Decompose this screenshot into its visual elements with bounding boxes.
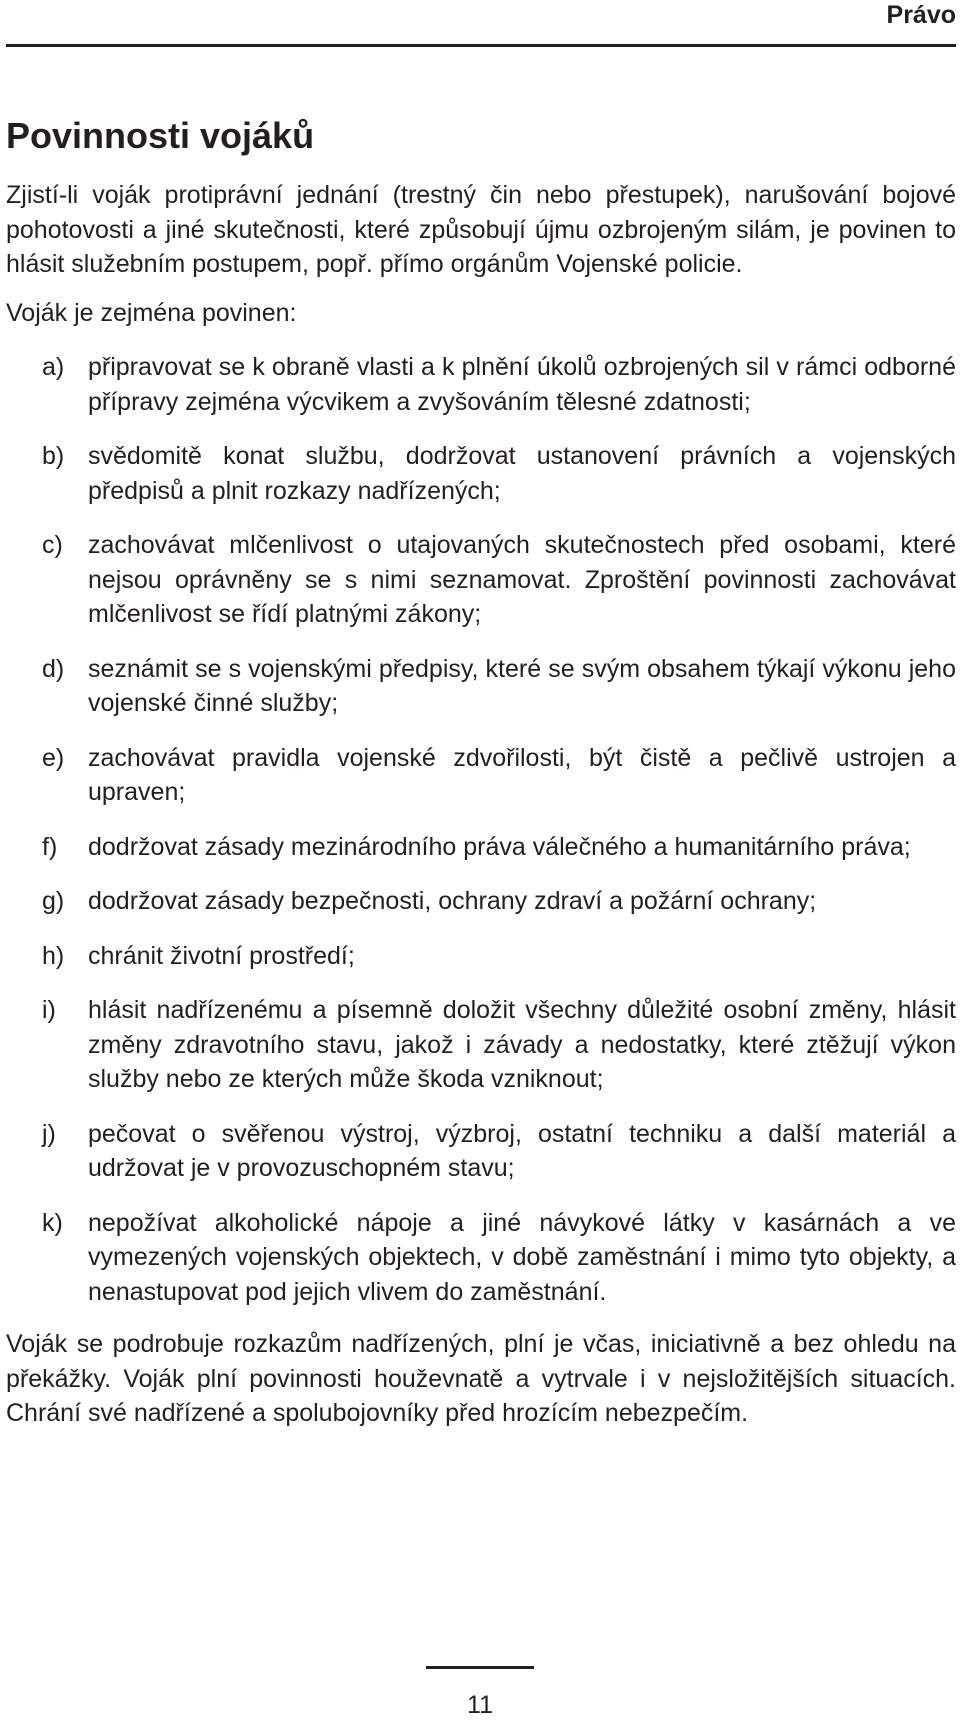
duty-item-i bbox=[6, 993, 956, 1097]
duty-letter: k) bbox=[42, 1208, 63, 1237]
duty-text: chránit životní prostředí; bbox=[88, 941, 355, 970]
duty-letter: d) bbox=[42, 654, 65, 683]
header-rule bbox=[6, 44, 956, 47]
duties-list bbox=[6, 350, 956, 1309]
intro-paragraph: Zjistí-li voják protiprávní jednání (trestný čin nebo přestupek), narušování bojové pohotovosti a jiné skutečnosti, které způsobují újmu ozbrojeným silám, je povinen to hlásit služebním postupem, popř. přímo orgánům Vojenské policie. bbox=[6, 181, 956, 278]
duty-letter: e) bbox=[42, 743, 65, 772]
duty-text: zachovávat mlčenlivost o utajovaných skutečnostech před osobami, které nejsou oprávněny se s nimi seznamovat. Zproštění povinnosti zachovávat mlčenlivost se řídí platnými zákony; bbox=[88, 531, 956, 628]
duty-text: zachovávat pravidla vojenské zdvořilosti, být čistě a pečlivě ustrojen a upraven; bbox=[88, 743, 956, 806]
duty-item-h bbox=[6, 939, 956, 974]
duty-item-j bbox=[6, 1117, 956, 1186]
duty-letter: i) bbox=[42, 996, 56, 1024]
page-title: Povinnosti vojáků bbox=[6, 115, 315, 156]
duty-letter: g) bbox=[42, 887, 65, 915]
duty-letter: j) bbox=[42, 1119, 56, 1148]
duty-item-d bbox=[6, 652, 956, 721]
duty-text: dodržovat zásady mezinárodního práva válečného a humanitárního práva; bbox=[88, 832, 911, 861]
duty-item-c bbox=[6, 528, 956, 632]
duty-text: pečovat o svěřenou výstroj, výzbroj, ostatní techniku a další materiál a udržovat je v provozuschopném stavu; bbox=[88, 1119, 956, 1182]
duty-letter: h) bbox=[42, 941, 65, 970]
duty-text: dodržovat zásady bezpečnosti, ochrany zdraví a požární ochrany; bbox=[88, 887, 817, 915]
page-number: 11 bbox=[467, 1691, 493, 1719]
duties-lead: Voják je zejména povinen: bbox=[6, 298, 297, 327]
closing-paragraph: Voják se podrobuje rozkazům nadřízených, plní je včas, iniciativně a bez ohledu na překážky. Voják plní povinnosti houževnatě a vytrvale i v nejsložitějších situacích. Chrání své nadřízené a spolubojovníky před hrozícím nebezpečím. bbox=[6, 1330, 956, 1427]
duty-item-e bbox=[6, 741, 956, 810]
duty-letter: a) bbox=[42, 353, 65, 381]
duty-text: hlásit nadřízenému a písemně doložit všechny důležité osobní změny, hlásit změny zdravotního stavu, jakož i závady a nedostatky, které ztěžují výkon služby nebo ze kterých může škoda vzniknout; bbox=[88, 996, 956, 1093]
duty-text: svědomitě konat službu, dodržovat ustanovení právních a vojenských předpisů a plnit rozkazy nadřízených; bbox=[88, 442, 956, 505]
duty-item-g bbox=[6, 884, 956, 919]
duty-item-b bbox=[6, 439, 956, 508]
duty-item-f bbox=[6, 830, 956, 865]
footer-rule bbox=[426, 1666, 534, 1669]
duty-text: seznámit se s vojenskými předpisy, které se svým obsahem týkají výkonu jeho vojenské činné služby; bbox=[88, 654, 956, 717]
duty-text: připravovat se k obraně vlasti a k plnění úkolů ozbrojených sil v rámci odborné přípravy zejména výcvikem a zvyšováním tělesné zdatnosti; bbox=[88, 353, 956, 416]
duty-item-k bbox=[6, 1206, 956, 1310]
duty-letter: c) bbox=[42, 531, 63, 559]
duty-letter: f) bbox=[42, 832, 58, 861]
duty-letter: b) bbox=[42, 442, 65, 470]
duty-item-a bbox=[6, 350, 956, 419]
duty-text: nepožívat alkoholické nápoje a jiné návykové látky v kasárnách a ve vymezených vojenských objektech, v době zaměstnání i mimo tyto objekty, a nenastupovat pod jejich vlivem do zaměstnání. bbox=[88, 1208, 956, 1306]
running-head-section: Právo bbox=[886, 1, 956, 29]
body-content bbox=[6, 178, 956, 1431]
